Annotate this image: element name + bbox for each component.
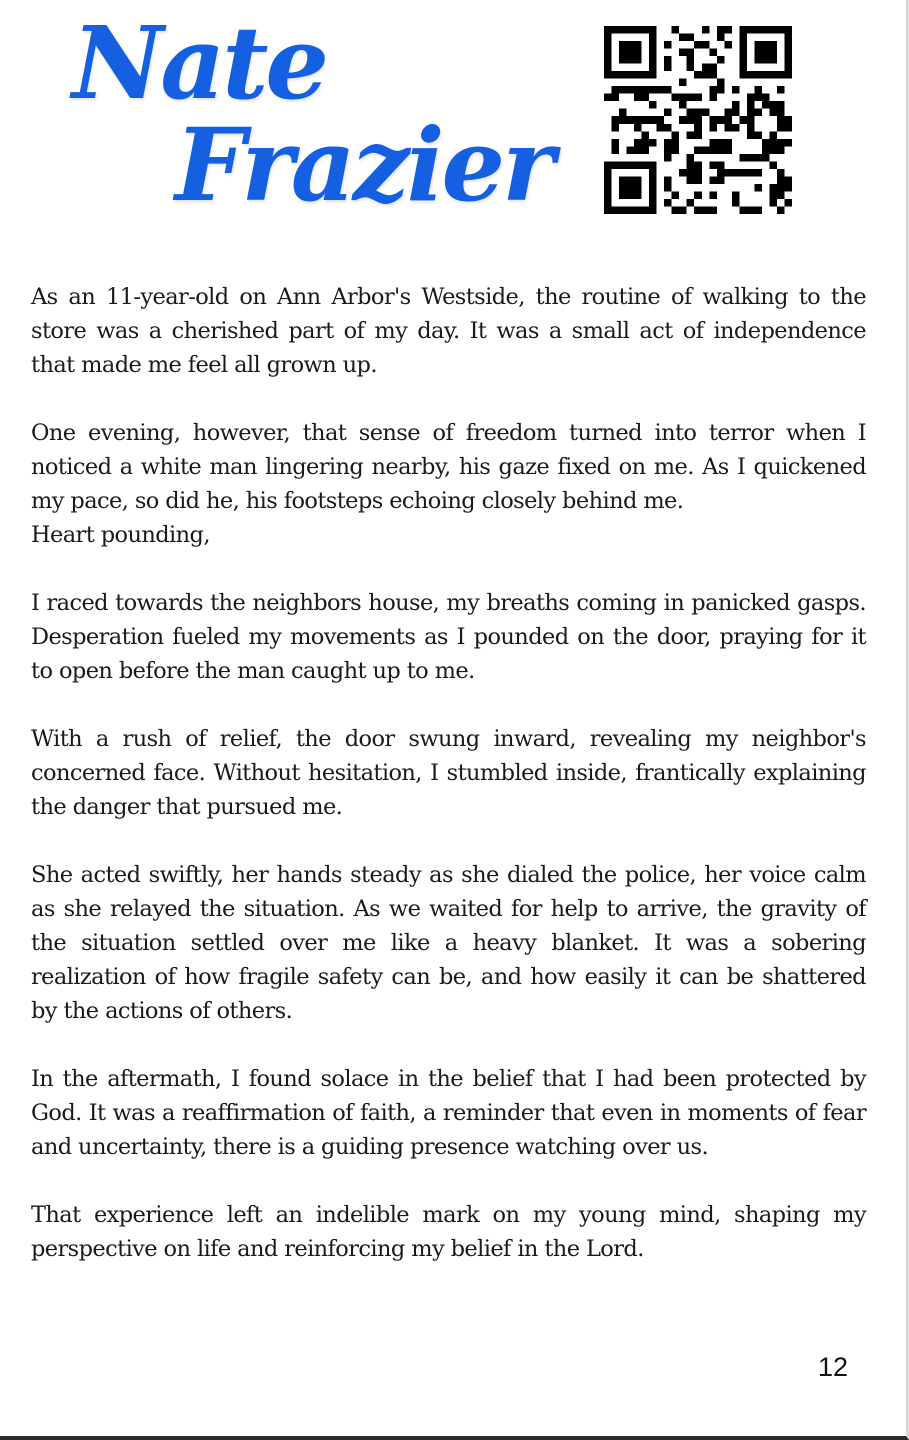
paragraph: As an 11-year-old on Ann Arbor's Westside, the routine of walking to the store was a cherished part of my day. It was a small act of independence that made me feel all grown up. [31, 284, 866, 378]
paragraph: That experience left an indelible mark on my young mind, shaping my perspective on life and reinforcing my belief in the Lord. [31, 1202, 866, 1262]
paragraph: I raced towards the neighbors house, my breaths coming in panicked gasps. Desperation fueled my movements as I pounded on the door, praying for it to open before the man caught up to me. [31, 590, 866, 684]
page-number: 12 [818, 1352, 849, 1382]
paragraph: With a rush of relief, the door swung inward, revealing my neighbor's concerned face. Without hesitation, I stumbled inside, frantically explaining the danger that pursued me. [31, 726, 866, 820]
paragraph: In the aftermath, I found solace in the belief that I had been protected by God. It was a reaffirmation of faith, a reminder that even in moments of fear and uncertainty, there is a guiding presence watching over us. [31, 1066, 866, 1160]
story-body [31, 280, 866, 1300]
qr-code-icon[interactable] [604, 26, 792, 214]
author-name-last: Frazier [175, 106, 552, 224]
paragraph: One evening, however, that sense of freedom turned into terror when I noticed a white man lingering nearby, his gaze fixed on me. As I quickened my pace, so did he, his footsteps echoing closely behind me. [31, 420, 866, 514]
paragraph: Heart pounding, [31, 522, 210, 548]
paragraph: She acted swiftly, her hands steady as she dialed the police, her voice calm as she relayed the situation. As we waited for help to arrive, the gravity of the situation settled over me like a heavy blanket. It was a sobering realization of how fragile safety can be, and how easily it can be shattered by the actions of others. [31, 862, 866, 1024]
author-name-first: Nate [72, 4, 327, 122]
